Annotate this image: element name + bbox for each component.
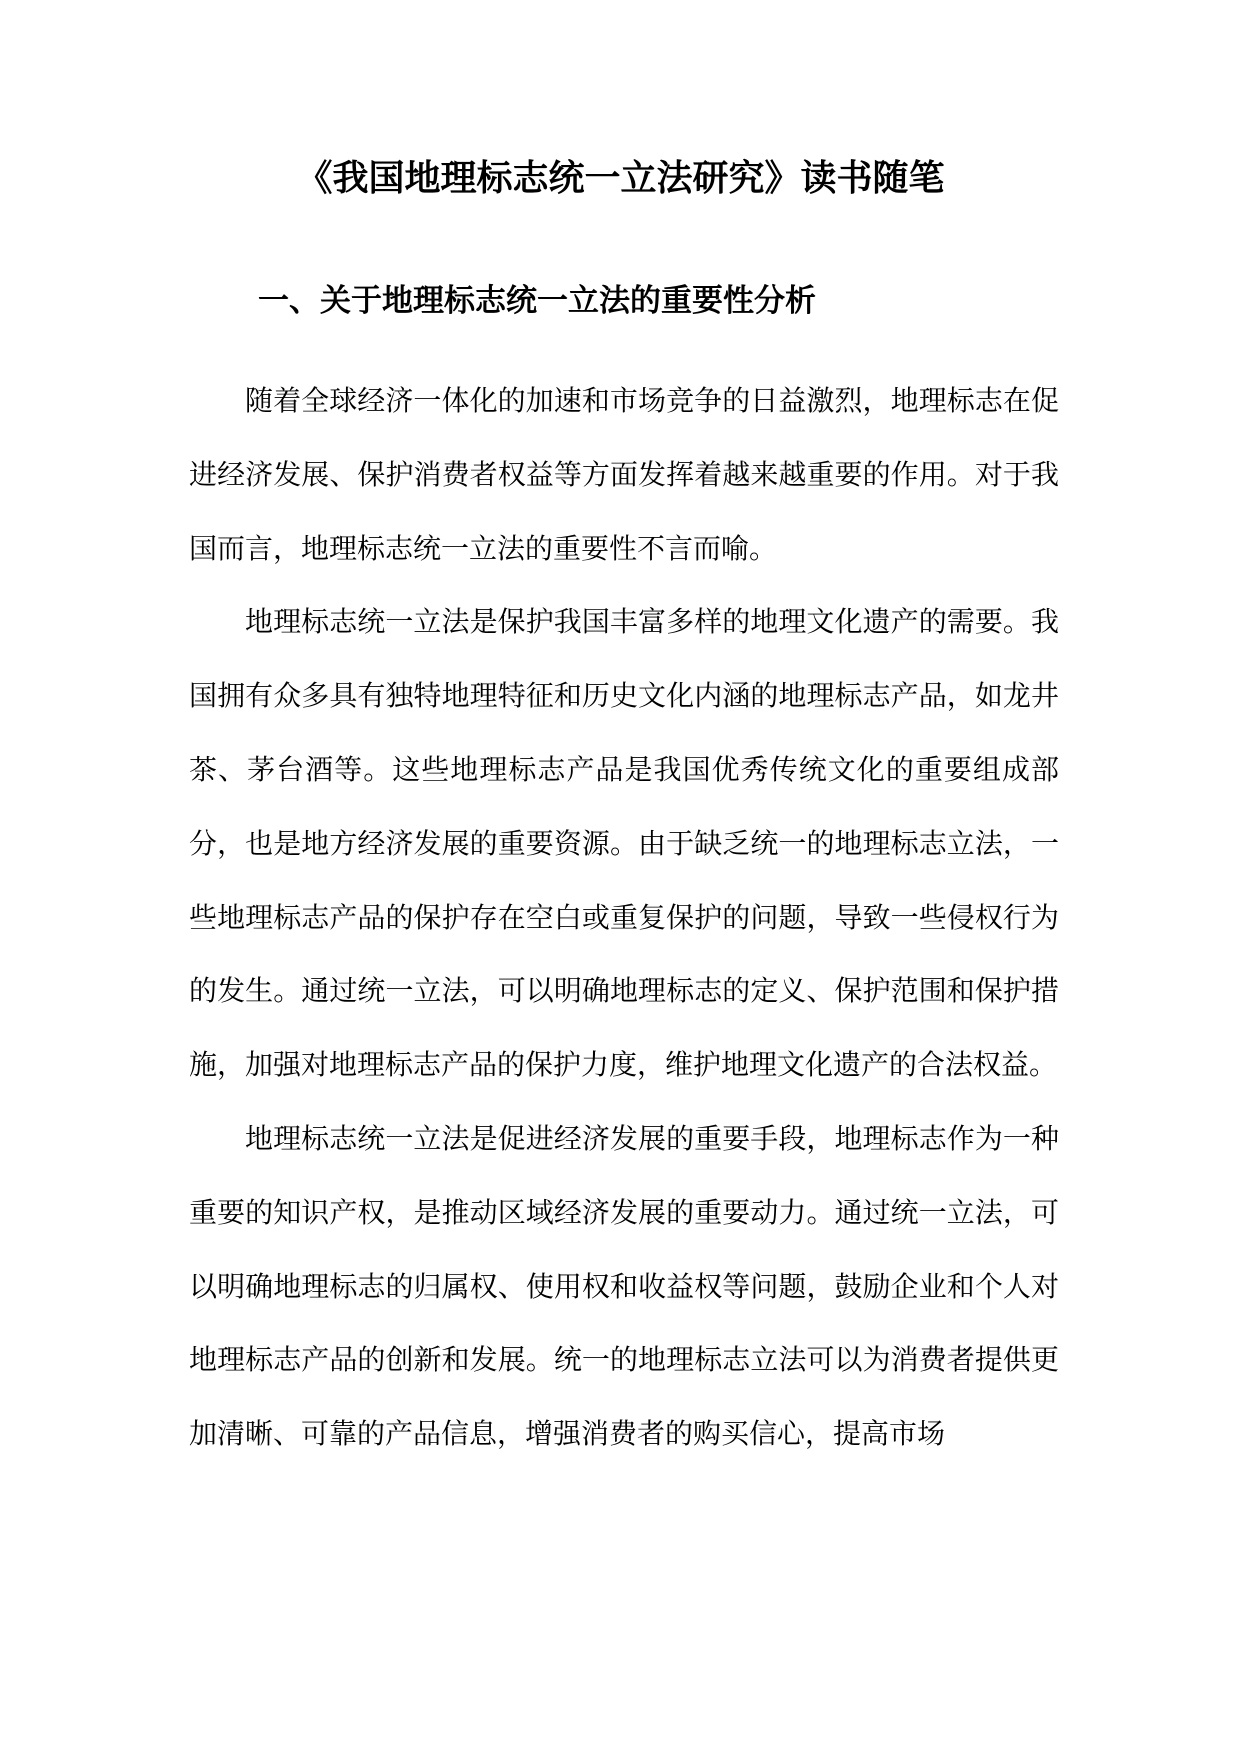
section-body bbox=[189, 364, 1059, 1471]
paragraph: 地理标志统一立法是促进经济发展的重要手段，地理标志作为一种重要的知识产权，是推动区域经济发展的重要动力。通过统一立法，可以明确地理标志的归属权、使用权和收益权等问题，鼓励企业和个人对地理标志产品的创新和发展。统一的地理标志立法可以为消费者提供更加清晰、可靠的产品信息，增强消费者的购买信心，提高市场 bbox=[189, 1121, 1059, 1451]
paragraph: 随着全球经济一体化的加速和市场竞争的日益激烈，地理标志在促进经济发展、保护消费者权益等方面发挥着越来越重要的作用。对于我国而言，地理标志统一立法的重要性不言而喻。 bbox=[189, 384, 1059, 565]
paragraph: 地理标志统一立法是保护我国丰富多样的地理文化遗产的需要。我国拥有众多具有独特地理特征和历史文化内涵的地理标志产品，如龙井茶、茅台酒等。这些地理标志产品是我国优秀传统文化的重要组成部分，也是地方经济发展的重要资源。由于缺乏统一的地理标志立法，一些地理标志产品的保护存在空白或重复保护的问题，导致一些侵权行为的发生。通过统一立法，可以明确地理标志的定义、保护范围和保护措施，加强对地理标志产品的保护力度，维护地理文化遗产的合法权益。 bbox=[189, 605, 1059, 1082]
section-heading: 一、关于地理标志统一立法的重要性分析 bbox=[258, 283, 816, 319]
document-title: 《我国地理标志统一立法研究》读书随笔 bbox=[296, 157, 945, 199]
